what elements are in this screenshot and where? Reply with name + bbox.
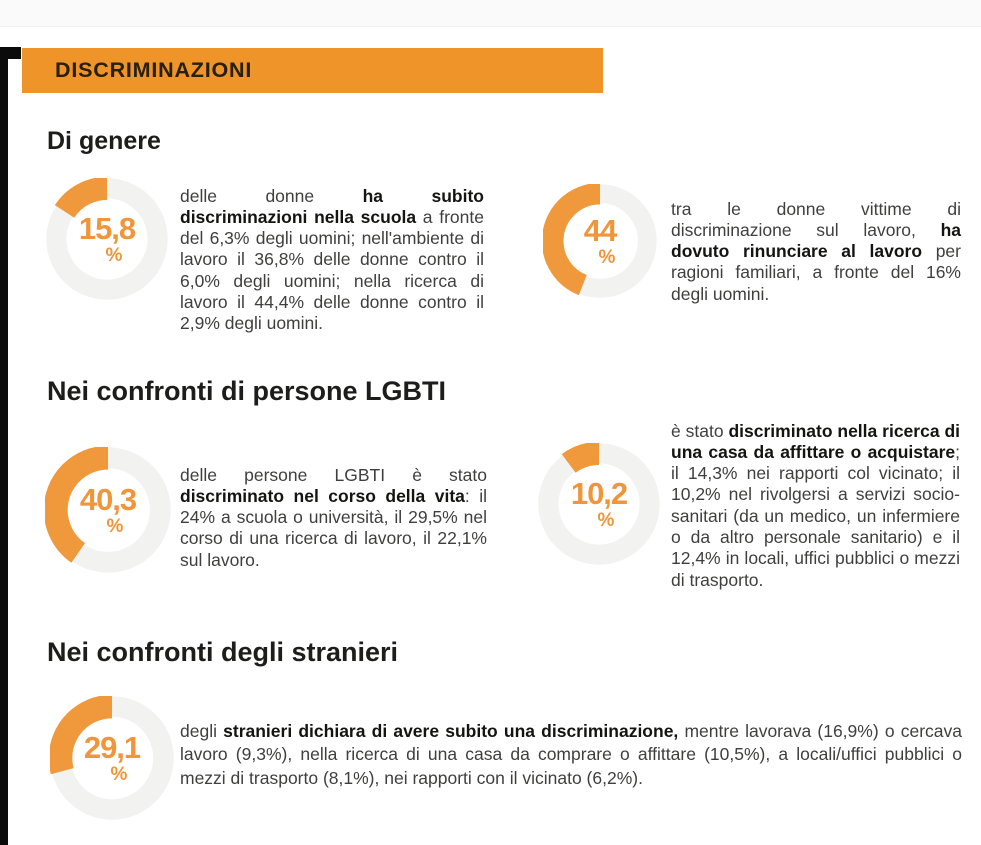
donut-value: 15,8 (78, 211, 136, 246)
page-edge-mark (0, 47, 8, 845)
stat-text-foreigners: degli stranieri dichiara di avere subito una discriminazione, mentre lavorava (16,9%) o cercava lavoro (9,3%), nella ricerca di una casa da comprare o affittare (10,5%), a locali/uffici pubblici o mezzi di trasporto (8,1%), nei rapporti con il vicinato (6,2%). (180, 720, 962, 788)
donut-ring-icon (543, 184, 657, 298)
section-banner (22, 48, 603, 93)
donut-value: 44 (583, 213, 617, 248)
donut-chart-foreigners (50, 696, 174, 820)
donut-value: 40,3 (79, 482, 137, 517)
donut-ring-icon (46, 178, 168, 300)
donut-value: 10,2 (570, 476, 628, 511)
stat-text-lgbti-housing: è stato discriminato nella ricerca di una casa da affittare o acquistare; il 14,3% nei rapporti col vicinato; il 10,2% nel rivolgersi a servizi socio-sanitari (da un medico, un infermiere o da altro personale sanitario) e il 12,4% in locali, uffici pubblici o mezzi di trasporto. (671, 420, 961, 590)
stat-text-gender-work-renounce: tra le donne vittime di discriminazione sul lavoro, ha dovuto rinunciare al lavoro per ragioni familiari, a fronte del 16% degli uomini. (671, 198, 961, 304)
donut-chart-gender-work-renounce (543, 184, 657, 298)
heading-di-genere: Di genere (47, 127, 161, 155)
stat-text-lgbti-life: delle persone LGBTI è stato discriminato nel corso della vita: il 24% a scuola o università, il 29,5% nel corso di una ricerca di lavoro, il 22,1% sul lavoro. (180, 464, 487, 570)
donut-value: 29,1 (83, 730, 141, 765)
donut-ring-icon (50, 696, 174, 820)
page-top-band (0, 0, 981, 27)
donut-chart-gender-school (46, 178, 168, 300)
banner-title: DISCRIMINAZIONI (55, 58, 253, 82)
heading-stranieri: Nei confronti degli stranieri (47, 637, 399, 667)
donut-unit: % (597, 510, 615, 531)
donut-chart-lgbti-life (45, 447, 171, 573)
donut-unit: % (598, 247, 616, 268)
donut-ring-icon (538, 443, 660, 565)
donut-chart-lgbti-housing (538, 443, 660, 565)
donut-ring-icon (45, 447, 171, 573)
donut-unit: % (105, 245, 123, 266)
heading-lgbti: Nei confronti di persone LGBTI (47, 376, 447, 406)
donut-unit: % (106, 516, 124, 537)
donut-unit: % (110, 764, 128, 785)
stat-text-gender-school: delle donne ha subito discriminazioni nella scuola a fronte del 6,3% degli uomini; nell'ambiente di lavoro il 36,8% delle donne contro il 6,0% degli uomini; nella ricerca di lavoro il 44,4% delle donne contro il 2,9% degli uomini. (180, 185, 484, 334)
page-edge-mark-blob (0, 47, 21, 59)
